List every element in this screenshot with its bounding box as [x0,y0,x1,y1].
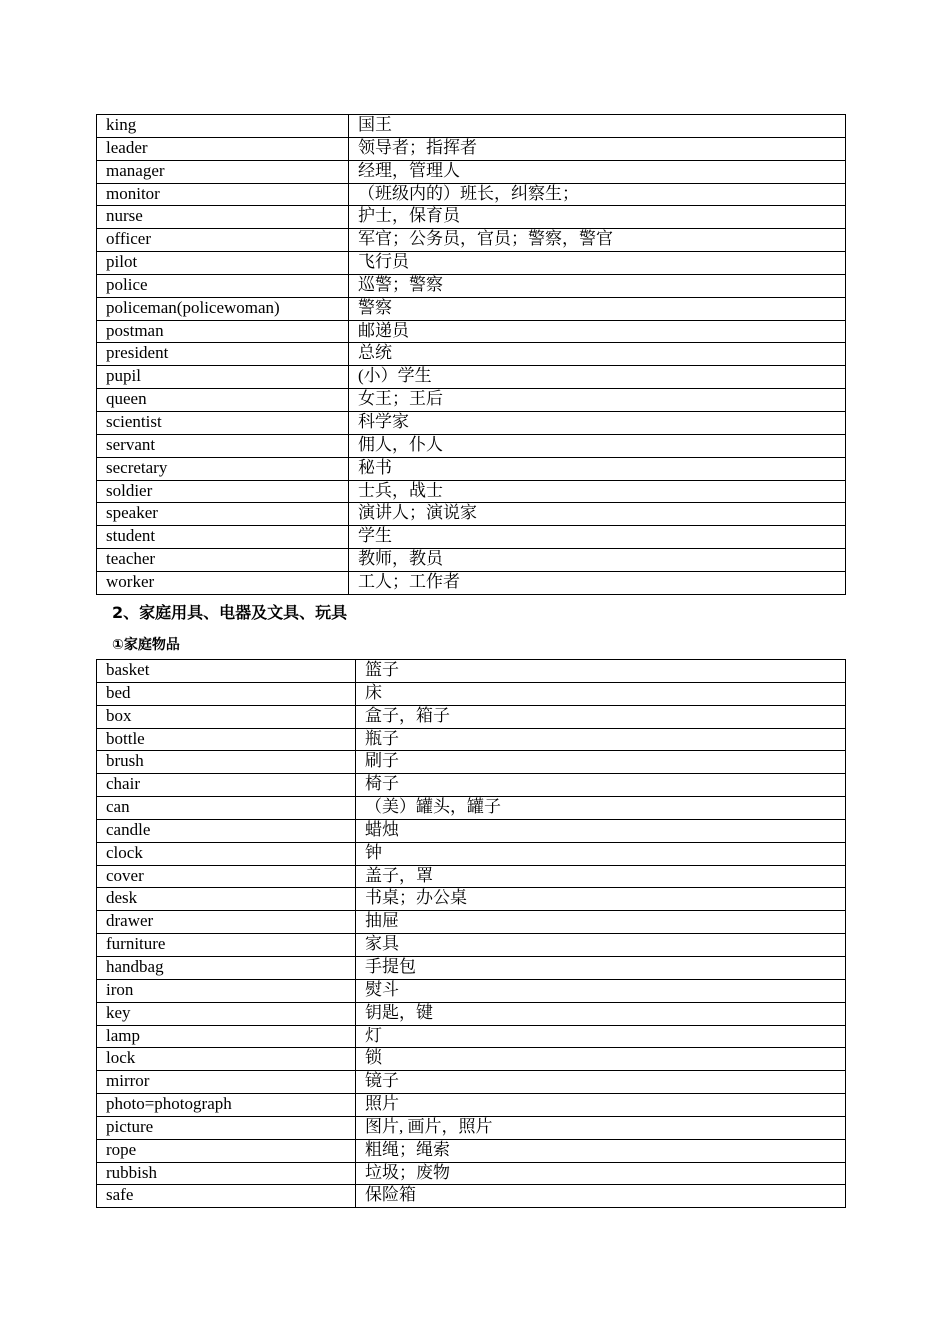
chinese-meaning-cell: 秘书 [349,457,846,480]
english-word-cell: bottle [97,728,356,751]
english-word-cell: rope [97,1139,356,1162]
chinese-meaning-cell: 保险箱 [356,1185,846,1208]
subsection-heading: ①家庭物品 [112,637,180,653]
chinese-meaning-cell: 演讲人；演说家 [349,503,846,526]
chinese-meaning-cell: 粗绳；绳索 [356,1139,846,1162]
english-word-cell: king [97,115,349,138]
table-row [97,503,846,526]
chinese-meaning-cell: 工人；工作者 [349,571,846,594]
english-word-cell: picture [97,1116,356,1139]
table-row [97,206,846,229]
table-row [97,526,846,549]
table-row [97,160,846,183]
table-row [97,343,846,366]
english-word-cell: box [97,705,356,728]
english-word-cell: manager [97,160,349,183]
english-word-cell: teacher [97,549,349,572]
english-word-cell: secretary [97,457,349,480]
table-row [97,480,846,503]
table-row [97,457,846,480]
chinese-meaning-cell: 佣人，仆人 [349,434,846,457]
table-row [97,865,846,888]
table-row [97,774,846,797]
chinese-meaning-cell: 椅子 [356,774,846,797]
english-word-cell: photo=photograph [97,1094,356,1117]
chinese-meaning-cell: （班级内的）班长，纠察生； [349,183,846,206]
chinese-meaning-cell: 钥匙，键 [356,1002,846,1025]
table-row [97,1094,846,1117]
english-word-cell: drawer [97,911,356,934]
table-row [97,274,846,297]
chinese-meaning-cell: 科学家 [349,411,846,434]
chinese-meaning-cell: 床 [356,682,846,705]
chinese-meaning-cell: 篮子 [356,660,846,683]
chinese-meaning-cell: 国王 [349,115,846,138]
table-row [97,229,846,252]
chinese-meaning-cell: 瓶子 [356,728,846,751]
table-row [97,434,846,457]
english-word-cell: candle [97,819,356,842]
english-word-cell: queen [97,389,349,412]
table-body [97,660,846,1208]
table-row [97,956,846,979]
english-word-cell: policeman(policewoman) [97,297,349,320]
chinese-meaning-cell: 镜子 [356,1071,846,1094]
english-word-cell: lock [97,1048,356,1071]
english-word-cell: basket [97,660,356,683]
english-word-cell: mirror [97,1071,356,1094]
table-row [97,411,846,434]
chinese-meaning-cell: 照片 [356,1094,846,1117]
english-word-cell: monitor [97,183,349,206]
english-word-cell: cover [97,865,356,888]
chinese-meaning-cell: 警察 [349,297,846,320]
table-row [97,115,846,138]
english-word-cell: soldier [97,480,349,503]
table-row [97,252,846,275]
chinese-meaning-cell: 邮递员 [349,320,846,343]
household-items-vocab-table [96,659,846,1208]
english-word-cell: scientist [97,411,349,434]
chinese-meaning-cell: 总统 [349,343,846,366]
table-row [97,1048,846,1071]
english-word-cell: servant [97,434,349,457]
english-word-cell: safe [97,1185,356,1208]
english-word-cell: pilot [97,252,349,275]
table-row [97,297,846,320]
occupation-vocab-table [96,114,846,595]
table-row [97,1116,846,1139]
chinese-meaning-cell: （美）罐头，罐子 [356,797,846,820]
english-word-cell: pupil [97,366,349,389]
table-row [97,183,846,206]
english-word-cell: officer [97,229,349,252]
english-word-cell: chair [97,774,356,797]
table-row [97,366,846,389]
chinese-meaning-cell: 钟 [356,842,846,865]
english-word-cell: president [97,343,349,366]
english-word-cell: can [97,797,356,820]
table-row [97,819,846,842]
table-row [97,389,846,412]
table-row [97,888,846,911]
table-row [97,979,846,1002]
table-row [97,660,846,683]
english-word-cell: postman [97,320,349,343]
chinese-meaning-cell: 熨斗 [356,979,846,1002]
english-word-cell: nurse [97,206,349,229]
table-row [97,751,846,774]
chinese-meaning-cell: 女王；王后 [349,389,846,412]
chinese-meaning-cell: 书桌；办公桌 [356,888,846,911]
table-row [97,571,846,594]
table-row [97,1162,846,1185]
table-row [97,1025,846,1048]
chinese-meaning-cell: 图片, 画片，照片 [356,1116,846,1139]
chinese-meaning-cell: 学生 [349,526,846,549]
table-body [97,115,846,595]
chinese-meaning-cell: 教师，教员 [349,549,846,572]
table-row [97,549,846,572]
chinese-meaning-cell: (小）学生 [349,366,846,389]
english-word-cell: lamp [97,1025,356,1048]
chinese-meaning-cell: 护士，保育员 [349,206,846,229]
english-word-cell: leader [97,137,349,160]
english-word-cell: desk [97,888,356,911]
chinese-meaning-cell: 军官；公务员，官员；警察，警官 [349,229,846,252]
english-word-cell: key [97,1002,356,1025]
english-word-cell: bed [97,682,356,705]
table-row [97,797,846,820]
chinese-meaning-cell: 手提包 [356,956,846,979]
english-word-cell: clock [97,842,356,865]
english-word-cell: student [97,526,349,549]
chinese-meaning-cell: 盖子，罩 [356,865,846,888]
english-word-cell: furniture [97,934,356,957]
chinese-meaning-cell: 灯 [356,1025,846,1048]
table-row [97,911,846,934]
english-word-cell: iron [97,979,356,1002]
chinese-meaning-cell: 抽屉 [356,911,846,934]
chinese-meaning-cell: 刷子 [356,751,846,774]
english-word-cell: handbag [97,956,356,979]
table-row [97,1185,846,1208]
table-row [97,682,846,705]
chinese-meaning-cell: 飞行员 [349,252,846,275]
section-heading: 2、家庭用具、电器及文具、玩具 [112,603,348,622]
table-row [97,1071,846,1094]
chinese-meaning-cell: 士兵，战士 [349,480,846,503]
table-row [97,705,846,728]
table-row [97,1002,846,1025]
chinese-meaning-cell: 领导者；指挥者 [349,137,846,160]
english-word-cell: brush [97,751,356,774]
table-row [97,320,846,343]
table-row [97,934,846,957]
chinese-meaning-cell: 锁 [356,1048,846,1071]
table-row [97,728,846,751]
chinese-meaning-cell: 经理，管理人 [349,160,846,183]
english-word-cell: speaker [97,503,349,526]
table-row [97,1139,846,1162]
table-row [97,137,846,160]
chinese-meaning-cell: 家具 [356,934,846,957]
english-word-cell: police [97,274,349,297]
chinese-meaning-cell: 盒子，箱子 [356,705,846,728]
english-word-cell: worker [97,571,349,594]
chinese-meaning-cell: 垃圾；废物 [356,1162,846,1185]
chinese-meaning-cell: 蜡烛 [356,819,846,842]
chinese-meaning-cell: 巡警；警察 [349,274,846,297]
table-row [97,842,846,865]
english-word-cell: rubbish [97,1162,356,1185]
